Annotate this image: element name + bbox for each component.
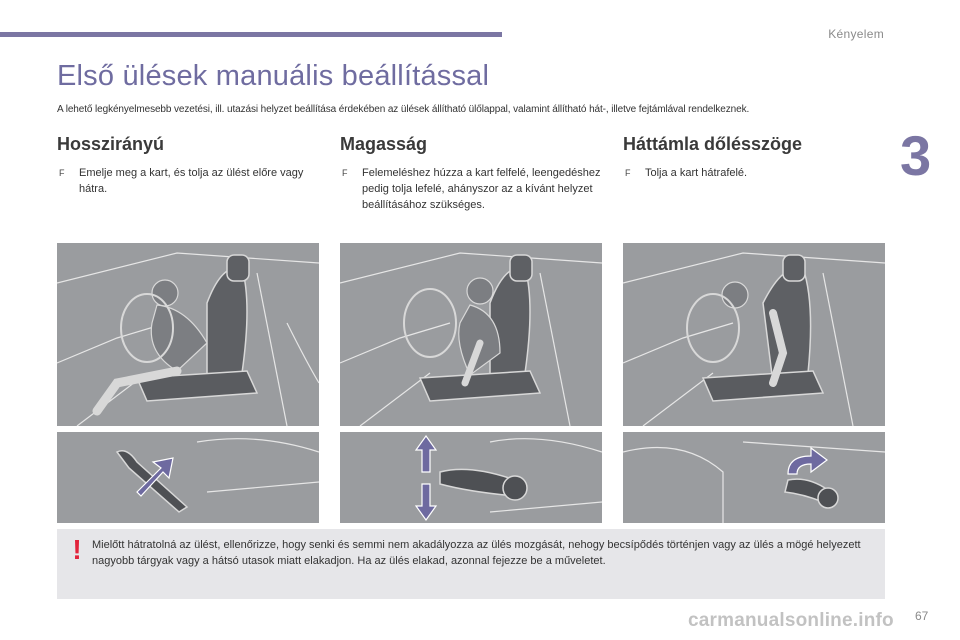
bullet-icon: F [59,168,65,178]
illustration-height-adjustment [340,243,602,426]
instruction-text: Emelje meg a kart, és tolja az ülést előre vagy hátra. [79,167,304,195]
exclamation-icon: ! [72,534,82,565]
column-heading: Hosszirányú [57,134,165,154]
watermark: carmanualsonline.info [688,610,894,631]
arrow-down-icon [416,484,436,520]
seat-driver-illustration [57,243,319,426]
intro-text: A lehető legkényelmesebb vezetési, ill. utazási helyzet beállítása érdekében az ülések állítható ülőlappal, valamint állítható hát-, illetve fejtámlával rendelkeznek. [57,104,750,115]
instruction-text: Tolja a kart hátrafelé. [645,167,748,179]
warning-box [57,529,885,599]
instruction-item [340,165,602,213]
lever-detail-illustration [623,432,885,523]
header-accent-bar [0,32,502,37]
detail-height-lever [340,432,602,523]
instruction-item [623,165,885,181]
lever-detail-illustration [340,432,602,523]
seat-driver-illustration [623,243,885,426]
column-longitudinal [57,134,319,197]
section-name: Kényelem [828,27,884,41]
illustration-longitudinal-adjustment [57,243,319,426]
column-height [340,134,602,213]
arrow-icon [788,448,827,474]
warning-text: Mielőtt hátratolná az ülést, ellenőrizze, hogy senki és semmi nem akadályozza az ülés mozgását, nehogy becsípődés történjen vagy az ülés a mögé helyezett nagyobb tárgyak vagy a hátsó utasok miatt elakadjon. Ha az ülés elakad, azonnal fejezze be a műveletet. [92,539,861,567]
seat-driver-illustration [340,243,602,426]
page-number: 67 [915,609,929,623]
chapter-number: 3 [900,124,932,187]
bullet-icon: F [342,168,348,178]
column-heading: Magasság [340,134,428,154]
detail-longitudinal-lever [57,432,319,523]
instruction-item [57,165,319,197]
bullet-icon: F [625,168,631,178]
lever-detail-illustration [57,432,319,523]
instruction-text: Felemeléshez húzza a kart felfelé, leengedéshez pedig tolja lefelé, ahányszor az a kívánt helyzet beállításához szükséges. [362,167,601,211]
column-backrest-angle [623,134,885,181]
arrow-up-icon [416,436,436,472]
column-heading: Háttámla dőlésszöge [623,134,803,154]
illustration-backrest-adjustment [623,243,885,426]
page-title: Első ülések manuális beállítással [57,60,490,92]
detail-backrest-lever [623,432,885,523]
